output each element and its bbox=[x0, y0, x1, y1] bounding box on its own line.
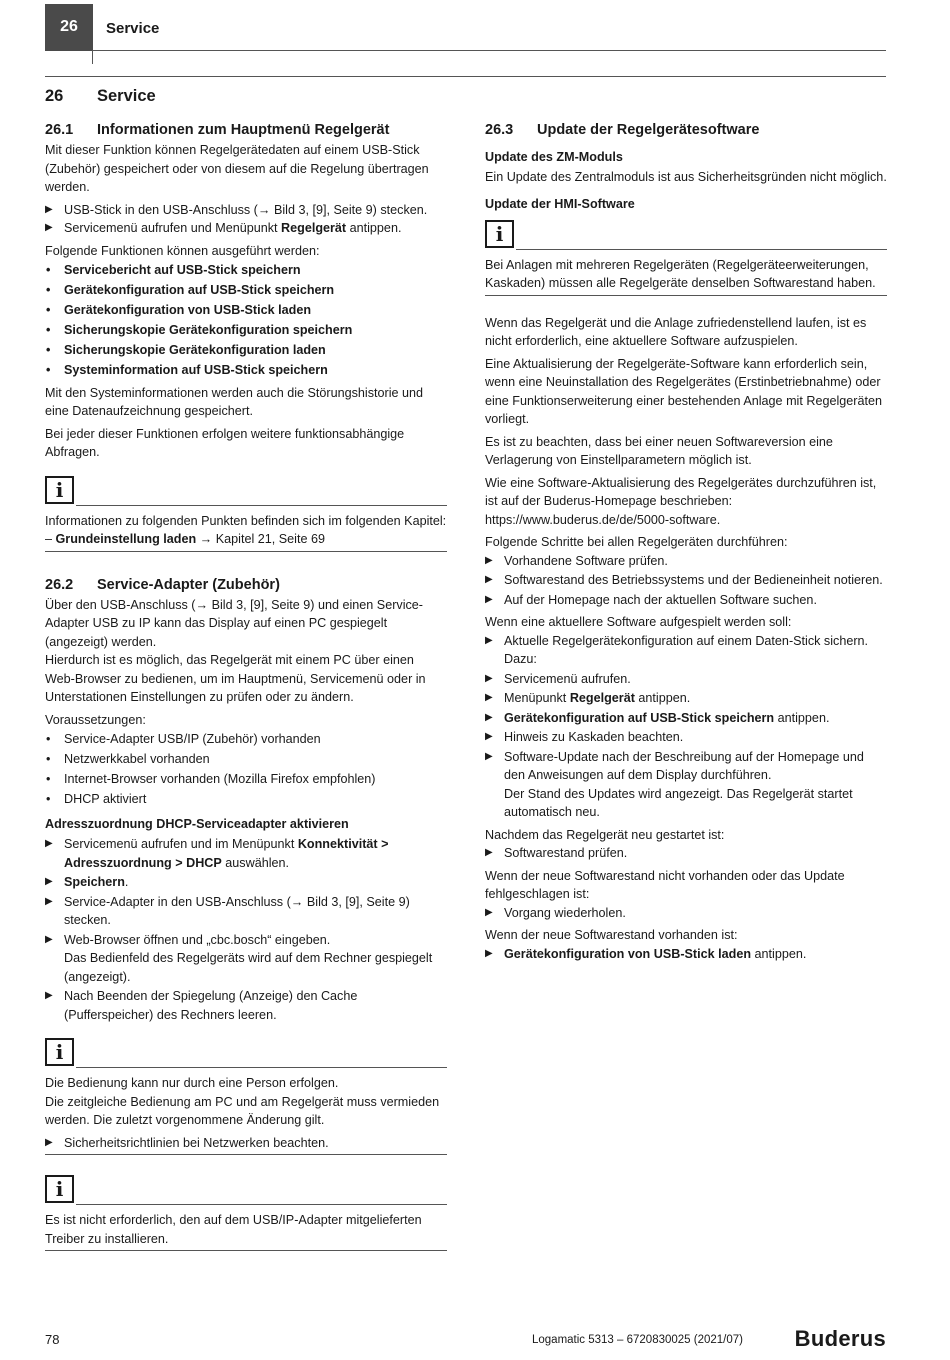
header-rule bbox=[93, 50, 886, 51]
step-item: ▶ Servicemenü aufrufen und im Menüpunkt Konnektivität > Adresszuordnung > DHCP auswählen. bbox=[45, 835, 447, 872]
subsection-heading: Update der HMI-Software bbox=[485, 197, 635, 211]
step-item: ▶ Vorgang wiederholen. bbox=[485, 904, 887, 923]
left-column bbox=[45, 121, 447, 1255]
section-rule bbox=[45, 76, 886, 77]
note-text: Es ist nicht erforderlich, den auf dem USB/IP-Adapter mitgelieferten Treiber zu installieren. bbox=[45, 1213, 422, 1246]
info-icon: i bbox=[45, 1038, 74, 1066]
step-item: ▶ Speichern. bbox=[45, 873, 447, 892]
note-text: Bei Anlagen mit mehreren Regelgeräten (Regelgeräteerweiterungen, Kaskaden) müssen alle Regelgeräte denselben Softwarestand haben. bbox=[485, 257, 876, 290]
page-number: 78 bbox=[45, 1332, 60, 1347]
step-list bbox=[485, 632, 887, 822]
paragraph: Wenn der neue Softwarestand vorhanden ist: bbox=[485, 928, 738, 942]
function-item: • Systeminformation auf USB-Stick speichern bbox=[45, 361, 447, 380]
note-text: – Grundeinstellung laden → Kapitel 21, Seite 69 bbox=[45, 532, 325, 546]
paragraph: Wenn eine aktuellere Software aufgespielt werden soll: bbox=[485, 615, 792, 629]
step-item: ▶ Aktuelle Regelgerätekonfiguration auf einem Daten-Stick sichern. Dazu: bbox=[485, 632, 887, 669]
paragraph: Nachdem das Regelgerät neu gestartet ist: bbox=[485, 827, 725, 842]
requirements-list bbox=[45, 730, 447, 809]
header-tick bbox=[92, 50, 93, 64]
step-item: ▶ Servicemenü aufrufen. bbox=[485, 670, 887, 689]
step-list bbox=[485, 552, 887, 610]
step-item: ▶ Hinweis zu Kaskaden beachten. bbox=[485, 728, 887, 747]
function-item: • Servicebericht auf USB-Stick speichern bbox=[45, 261, 447, 280]
info-note bbox=[45, 1175, 447, 1251]
requirement-item: • Internet-Browser vorhanden (Mozilla Firefox empfohlen) bbox=[45, 770, 447, 789]
function-list bbox=[45, 261, 447, 380]
step-item: ▶ Web-Browser öffnen und „cbc.bosch“ eingeben. Das Bedienfeld des Regelgeräts wird auf dem Rechner gespiegelt (angezeigt). bbox=[45, 931, 447, 987]
step-item: ▶ Vorhandene Software prüfen. bbox=[485, 552, 887, 571]
info-note bbox=[485, 220, 887, 296]
paragraph: Mit den Systeminformationen werden auch die Störungshistorie und eine Datenaufzeichnung gespeichert. bbox=[45, 385, 424, 418]
note-text: Die zeitgleiche Bedienung am PC und am Regelgerät muss vermieden werden. Die zuletzt vorgenommene Änderung gilt. bbox=[45, 1094, 440, 1127]
intro-text: Mit dieser Funktion können Regelgerätedaten auf einem USB-Stick (Zubehör) gespeichert oder von diesem auf die Regelung übertragen werden. bbox=[45, 143, 429, 194]
paragraph: Wenn der neue Softwarestand nicht vorhanden oder das Update fehlgeschlagen ist: bbox=[485, 868, 845, 901]
step-item: ▶ Service-Adapter in den USB-Anschluss (→ Bild 3, [9], Seite 9) stecken. bbox=[45, 893, 447, 930]
subsection-heading: Adresszuordnung DHCP-Serviceadapter aktivieren bbox=[45, 816, 349, 831]
step-item: ▶ Auf der Homepage nach der aktuellen Software suchen. bbox=[485, 591, 887, 610]
paragraph: Bei jeder dieser Funktionen erfolgen weitere funktionsabhängige Abfragen. bbox=[45, 426, 405, 459]
running-header-title: Service bbox=[106, 20, 160, 37]
section-26-3-heading: 26.3 Update der Regelgerätesoftware bbox=[485, 122, 760, 138]
step-item: ▶ Software-Update nach der Beschreibung auf der Homepage und den Anweisungen auf dem Display durchführen. Der Stand des Updates wird angezeigt. Das Regelgerät startet automatisch neu. bbox=[485, 748, 887, 822]
function-item: • Gerätekonfiguration von USB-Stick laden bbox=[45, 301, 447, 320]
section-26-1-heading: 26.1 Informationen zum Hauptmenü Regelgerät bbox=[45, 122, 390, 138]
section-26-2-heading: 26.2 Service-Adapter (Zubehör) bbox=[45, 576, 280, 593]
paragraph: Wie eine Software-Aktualisierung des Regelgerätes durchzuführen ist, ist auf der Buderus-Homepage beschrieben: https://www.buderus.de/de/5000-software. bbox=[485, 475, 877, 527]
step-item: ▶ Gerätekonfiguration auf USB-Stick speichern antippen. bbox=[485, 709, 887, 728]
functions-intro: Folgende Funktionen können ausgeführt werden: bbox=[45, 243, 320, 258]
paragraph: Folgende Schritte bei allen Regelgeräten durchführen: bbox=[485, 535, 788, 549]
note-text: Informationen zu folgenden Punkten befinden sich im folgenden Kapitel: bbox=[45, 513, 447, 528]
step-item: ▶ Gerätekonfiguration von USB-Stick laden antippen. bbox=[485, 945, 887, 964]
right-column bbox=[485, 121, 887, 967]
info-icon: i bbox=[485, 220, 514, 248]
requirement-item: • Service-Adapter USB/IP (Zubehör) vorhanden bbox=[45, 730, 447, 749]
step-item: ▶ USB-Stick in den USB-Anschluss (→ Bild 3, [9], Seite 9) stecken. bbox=[45, 201, 447, 220]
subsection-heading: Update des ZM-Moduls bbox=[485, 150, 623, 164]
info-note bbox=[45, 1038, 447, 1155]
requirement-item: • DHCP aktiviert bbox=[45, 790, 447, 809]
function-item: • Sicherungskopie Gerätekonfiguration laden bbox=[45, 341, 447, 360]
step-item: ▶ Sicherheitsrichtlinien bei Netzwerken beachten. bbox=[45, 1134, 447, 1153]
info-note bbox=[45, 476, 447, 552]
info-icon: i bbox=[45, 476, 74, 504]
function-item: • Sicherungskopie Gerätekonfiguration speichern bbox=[45, 321, 447, 340]
step-list bbox=[45, 201, 447, 238]
step-list bbox=[45, 835, 447, 1024]
step-item: ▶ Softwarestand des Betriebssystems und der Bedieneinheit notieren. bbox=[485, 571, 887, 590]
paragraph: Über den USB-Anschluss (→ Bild 3, [9], Seite 9) und einen Service-Adapter USB zu IP kann das Display auf einen PC gespiegelt (angezeigt) werden. bbox=[45, 597, 423, 649]
function-item: • Gerätekonfiguration auf USB-Stick speichern bbox=[45, 281, 447, 300]
paragraph: Hierdurch ist es möglich, das Regelgerät mit einem PC über einen Web-Browser zu bedienen, um im Hauptmenü, Servicemenü oder in Unterstationen Einstellungen zu prüfen oder zu ändern. bbox=[45, 653, 426, 704]
paragraph: Es ist zu beachten, dass bei einer neuen Softwareversion eine Verlagerung von Einstellparametern möglich ist. bbox=[485, 434, 833, 467]
document-id: Logamatic 5313 – 6720830025 (2021/07) bbox=[531, 1334, 743, 1346]
step-item: ▶ Menüpunkt Regelgerät antippen. bbox=[485, 689, 887, 708]
chapter-heading: 26 Service bbox=[45, 87, 156, 105]
note-text: Die Bedienung kann nur durch eine Person erfolgen. bbox=[45, 1076, 339, 1090]
step-item: ▶ Servicemenü aufrufen und Menüpunkt Regelgerät antippen. bbox=[45, 219, 447, 238]
chapter-number-tab: 26 bbox=[45, 4, 93, 51]
paragraph: Eine Aktualisierung der Regelgeräte-Software kann erforderlich sein, wenn eine Neuinstallation des Regelgerätes (Erstinbetriebnahme) oder eine Funktionserweiterung einer bestehenden Anlage mit Regelgeräten vorliegt. bbox=[485, 356, 882, 426]
buderus-logo: Buderus bbox=[794, 1326, 886, 1351]
paragraph: Ein Update des Zentralmoduls ist aus Sicherheitsgründen nicht möglich. bbox=[485, 169, 887, 184]
requirements-intro: Voraussetzungen: bbox=[45, 712, 146, 727]
requirement-item: • Netzwerkkabel vorhanden bbox=[45, 750, 447, 769]
step-item: ▶ Softwarestand prüfen. bbox=[485, 844, 887, 863]
paragraph: Wenn das Regelgerät und die Anlage zufriedenstellend laufen, ist es nicht erforderlich, eine aktuellere Software aufzuspielen. bbox=[485, 315, 867, 348]
info-icon: i bbox=[45, 1175, 74, 1203]
step-item: ▶ Nach Beenden der Spiegelung (Anzeige) den Cache (Pufferspeicher) des Rechners leeren. bbox=[45, 987, 447, 1024]
